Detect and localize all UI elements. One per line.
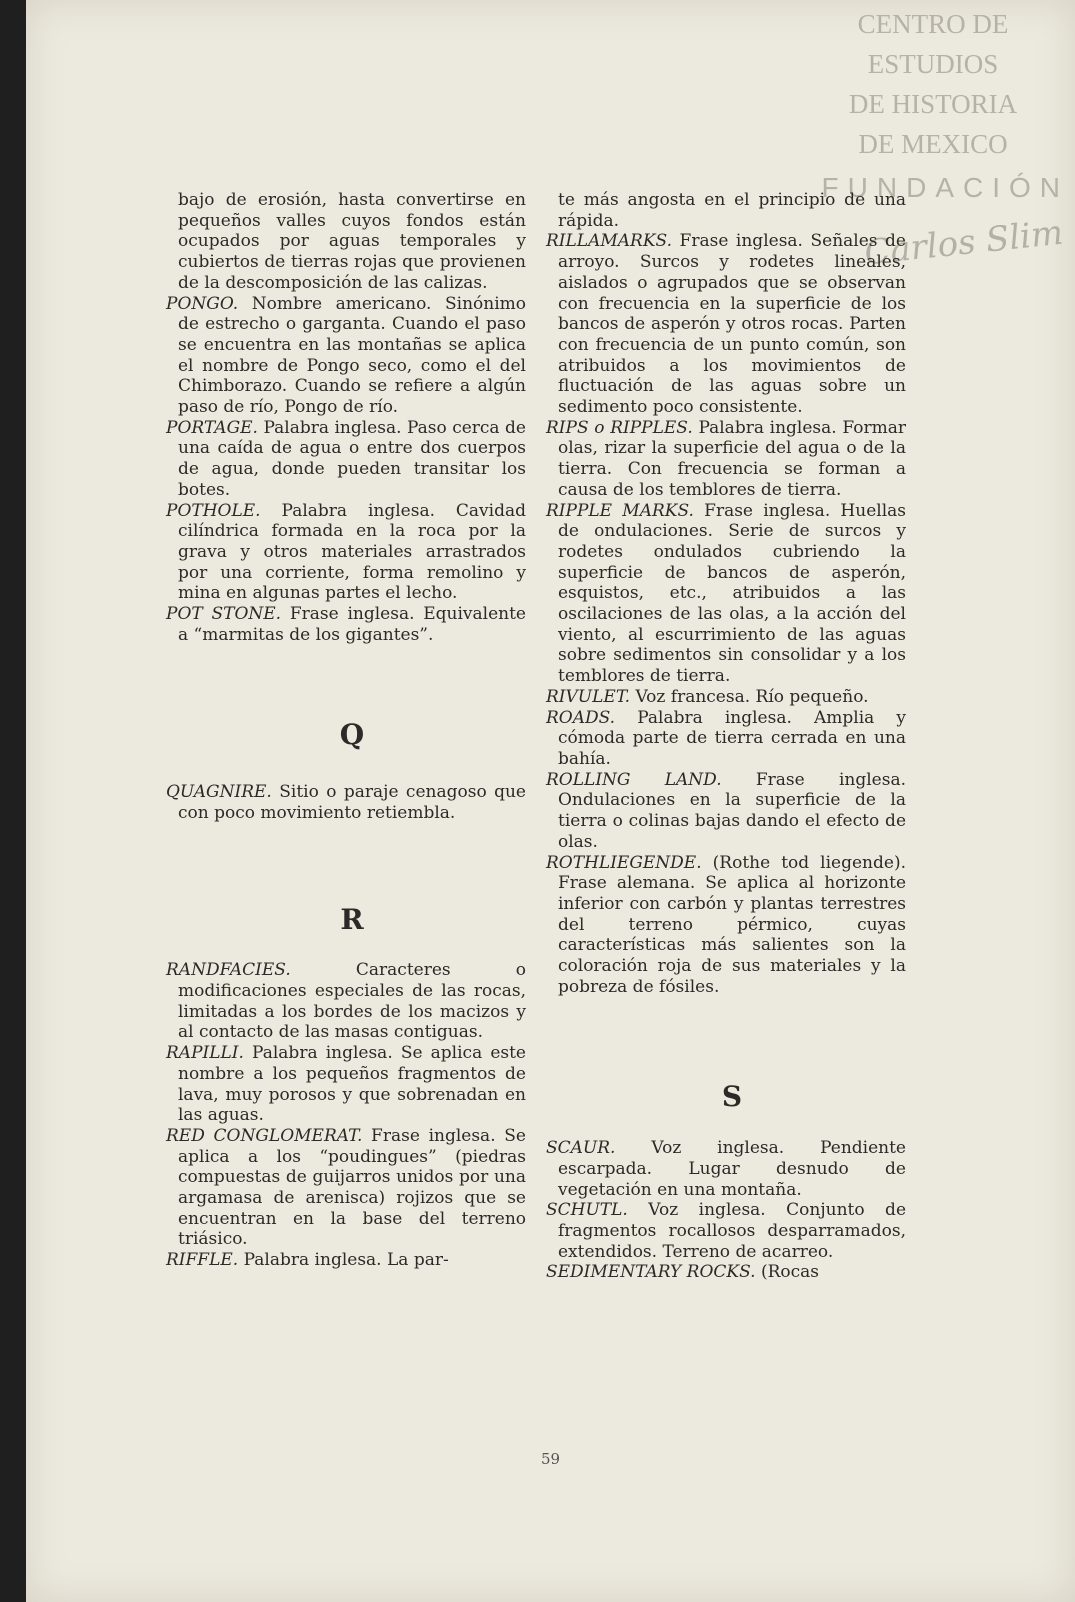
entry-definition: Palabra inglesa. Formar olas, rizar la superficie del agua o de la tierra. Con frecuencia se forman a causa de los temblores de tierra. xyxy=(558,417,906,500)
watermark-signature: Carlos Slim xyxy=(862,212,1065,274)
glossary-entry xyxy=(546,853,906,998)
glossary-entry xyxy=(166,294,526,418)
glossary-entry xyxy=(546,1262,906,1283)
entry-term: ROTHLIEGENDE. xyxy=(546,852,702,873)
glossary-entry xyxy=(546,687,906,708)
watermark-fundacion: FUNDACIÓN xyxy=(821,172,1069,203)
entry-definition: Palabra inglesa. Amplia y cómoda parte de tierra cerrada en una bahía. xyxy=(558,707,906,769)
entry-definition: Frase inglesa. Ondulaciones en la superficie de la tierra o colinas bajas dando el efecto de olas. xyxy=(558,769,906,852)
entry-term: QUAGNIRE. xyxy=(166,782,272,803)
glossary-entry xyxy=(546,501,906,687)
entry-term: ROLLING LAND. xyxy=(546,769,722,790)
entry-definition: (Rocas xyxy=(755,1262,820,1283)
entry-term: RED CONGLOMERAT. xyxy=(166,1125,363,1146)
section-letter-q: Q xyxy=(339,718,365,752)
section-letter-r: R xyxy=(340,902,364,936)
entry-definition: Nombre americano. Sinónimo de estrecho o garganta. Cuando el paso se encuentra en las montañas se aplica el nombre de Pongo seco, como el del Chimborazo. Cuando se refiere a algún paso de río, Pongo de río. xyxy=(178,293,526,418)
glossary-entry xyxy=(546,418,906,501)
glossary-entry xyxy=(166,604,526,645)
entry-definition: Voz inglesa. Pendiente escarpada. Lugar desnudo de vegetación en una montaña. xyxy=(558,1138,906,1200)
entry-definition: Caracteres o modificaciones especiales de las rocas, limitadas a los bordes de los macizos y al contacto de las masas contiguas. xyxy=(178,960,526,1043)
entry-definition: Palabra inglesa. Paso cerca de una caída de agua o entre dos cuerpos de agua, donde pueden transitar los botes. xyxy=(178,417,526,500)
entry-term: RIPS o RIPPLES. xyxy=(546,417,693,438)
entry-definition: Frase inglesa. Equivalente a “marmitas de los gigantes”. xyxy=(178,604,526,645)
entry-term: PONGO. xyxy=(166,293,239,314)
glossary-entry xyxy=(546,770,906,853)
glossary-entry xyxy=(546,1200,906,1262)
entry-term: RILLAMARKS. xyxy=(546,231,672,252)
glossary-entry xyxy=(546,231,906,417)
entry-definition: Frase inglesa. Señales de arroyo. Surcos y rodetes lineales, aislados o agrupados que se observan con frecuencia en la superficie de los bancos de asperón y otros rocas. Parten con frecuencia de un punto común, son atribuidos a los movimientos de fluctuación de las aguas sobre un sedimento poco consistente. xyxy=(558,231,906,418)
entry-definition: Palabra inglesa. Cavidad cilíndrica formada en la roca por la grava y otros materiales arrastrados por una corriente, forma remolino y mina en algunas partes el lecho. xyxy=(178,500,526,604)
glossary-entry xyxy=(546,1138,906,1200)
entry-term: SEDIMENTARY ROCKS. xyxy=(546,1262,756,1283)
document-page xyxy=(26,0,1075,1602)
page-number: 59 xyxy=(540,1450,561,1468)
watermark xyxy=(813,4,1053,164)
glossary-entry xyxy=(166,1126,526,1250)
entry-term: SCAUR. xyxy=(546,1138,616,1159)
watermark-line: DE MEXICO xyxy=(858,129,1008,159)
watermark-line: ESTUDIOS xyxy=(867,49,999,79)
glossary-entry xyxy=(166,782,526,823)
left-column xyxy=(166,190,526,1271)
entry-term: POT STONE. xyxy=(166,604,282,625)
glossary-entry xyxy=(166,960,526,1043)
glossary-entry xyxy=(166,501,526,605)
entry-term: ROADS. xyxy=(546,707,616,728)
right-column xyxy=(546,190,906,1283)
entry-definition: Frase inglesa. Huellas de ondulaciones. Serie de surcos y rodetes ondulados cubriendo la superficie de bancos de asperón, esquistos, etc., atribuidos a las oscilaciones de las olas, a la acción del viento, al escurrimiento de las aguas sobre sedimentos sin consolidar y a los temblores de tierra. xyxy=(558,500,907,687)
entry-definition: Voz inglesa. Conjunto de fragmentos rocallosos desparramados, extendidos. Terreno de acarreo. xyxy=(558,1200,906,1262)
entry-definition: Voz francesa. Río pequeño. xyxy=(630,686,869,707)
entry-definition: Sitio o paraje cenagoso que con poco movimiento retiembla. xyxy=(178,782,526,823)
entry-definition: (Rothe tod liegende). Frase alemana. Se aplica al horizonte inferior con carbón y plantas terrestres del terreno pérmico, cuyas características más salientes son la coloración roja de sus materiales y la pobreza de fósiles. xyxy=(558,852,906,997)
continuation-text: bajo de erosión, hasta convertirse en pequeños valles cuyos fondos están ocupados por aguas temporales y cubiertos de tierras rojas que provienen de la descomposición de las calizas. xyxy=(178,190,526,293)
entry-term: RAPILLI. xyxy=(166,1043,244,1064)
glossary-entry xyxy=(166,1250,526,1271)
entry-term: RIPPLE MARKS. xyxy=(546,500,694,521)
entry-term: POTHOLE. xyxy=(166,500,261,521)
entry-term: RIVULET. xyxy=(546,686,631,707)
glossary-entry xyxy=(166,1043,526,1126)
watermark-line: CENTRO DE xyxy=(857,9,1009,39)
entry-definition: Palabra inglesa. La par- xyxy=(238,1250,449,1271)
entry-term: SCHUTL. xyxy=(546,1200,628,1221)
section-letter-s: S xyxy=(721,1080,743,1114)
glossary-entry xyxy=(166,418,526,501)
entry-term: PORTAGE. xyxy=(166,417,258,438)
watermark-line: DE HISTORIA xyxy=(848,89,1018,119)
entry-definition: Frase inglesa. Se aplica a los “poudingues” (piedras compuestas de guijarros unidos por una argamasa de arenisca) rojizos que se encuentran en la base del terreno triásico. xyxy=(178,1125,526,1250)
entry-term: RANDFACIES. xyxy=(166,960,291,981)
continuation-text: te más angosta en el principio de una rápida. xyxy=(558,190,906,231)
entry-definition: Palabra inglesa. Se aplica este nombre a los pequeños fragmentos de lava, muy porosos y que sobrenadan en las aguas. xyxy=(178,1043,526,1126)
glossary-entry xyxy=(546,708,906,770)
entry-term: RIFFLE. xyxy=(166,1250,239,1271)
